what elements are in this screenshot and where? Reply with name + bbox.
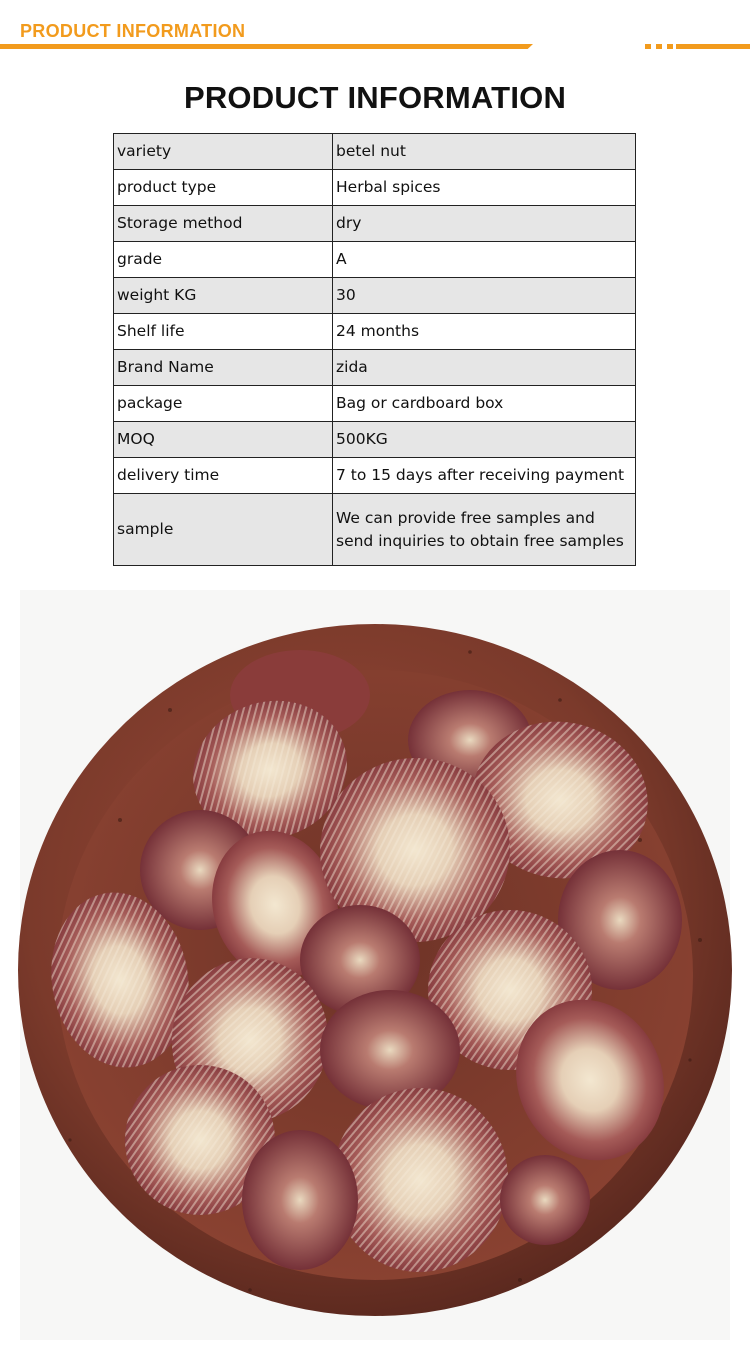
table-row [114,350,636,386]
spec-label: variety [114,134,333,170]
table-row [114,278,636,314]
spec-label: delivery time [114,458,333,494]
spec-value: 30 [333,278,636,314]
spec-label: package [114,386,333,422]
header-rule [0,44,533,49]
spec-label: Storage method [114,206,333,242]
table-row [114,170,636,206]
spec-value: zida [333,350,636,386]
spec-value: betel nut [333,134,636,170]
header-rule-dash [656,44,662,49]
table-row [114,422,636,458]
table-row [114,458,636,494]
spec-label: product type [114,170,333,206]
spec-label: MOQ [114,422,333,458]
spec-value: We can provide free samples and send inquiries to obtain free samples [333,494,636,566]
spec-value: 7 to 15 days after receiving payment [333,458,636,494]
spec-label: grade [114,242,333,278]
table-row [114,206,636,242]
spec-label: Brand Name [114,350,333,386]
spec-label: weight KG [114,278,333,314]
section-label: PRODUCT INFORMATION [20,21,246,41]
table-row [114,314,636,350]
table-row [114,242,636,278]
spec-value: Bag or cardboard box [333,386,636,422]
header-rule-dash [667,44,673,49]
spec-label: Shelf life [114,314,333,350]
spec-value: Herbal spices [333,170,636,206]
product-photo [0,580,750,1350]
table-row [114,494,636,566]
header-rule-dash [645,44,651,49]
spec-table [113,133,636,566]
spec-label: sample [114,494,333,566]
table-row [114,134,636,170]
spec-value: A [333,242,636,278]
spec-value: 24 months [333,314,636,350]
spec-value: dry [333,206,636,242]
spec-value: 500KG [333,422,636,458]
table-row [114,386,636,422]
page-title: PRODUCT INFORMATION [183,80,567,115]
header-rule-right [676,44,750,49]
